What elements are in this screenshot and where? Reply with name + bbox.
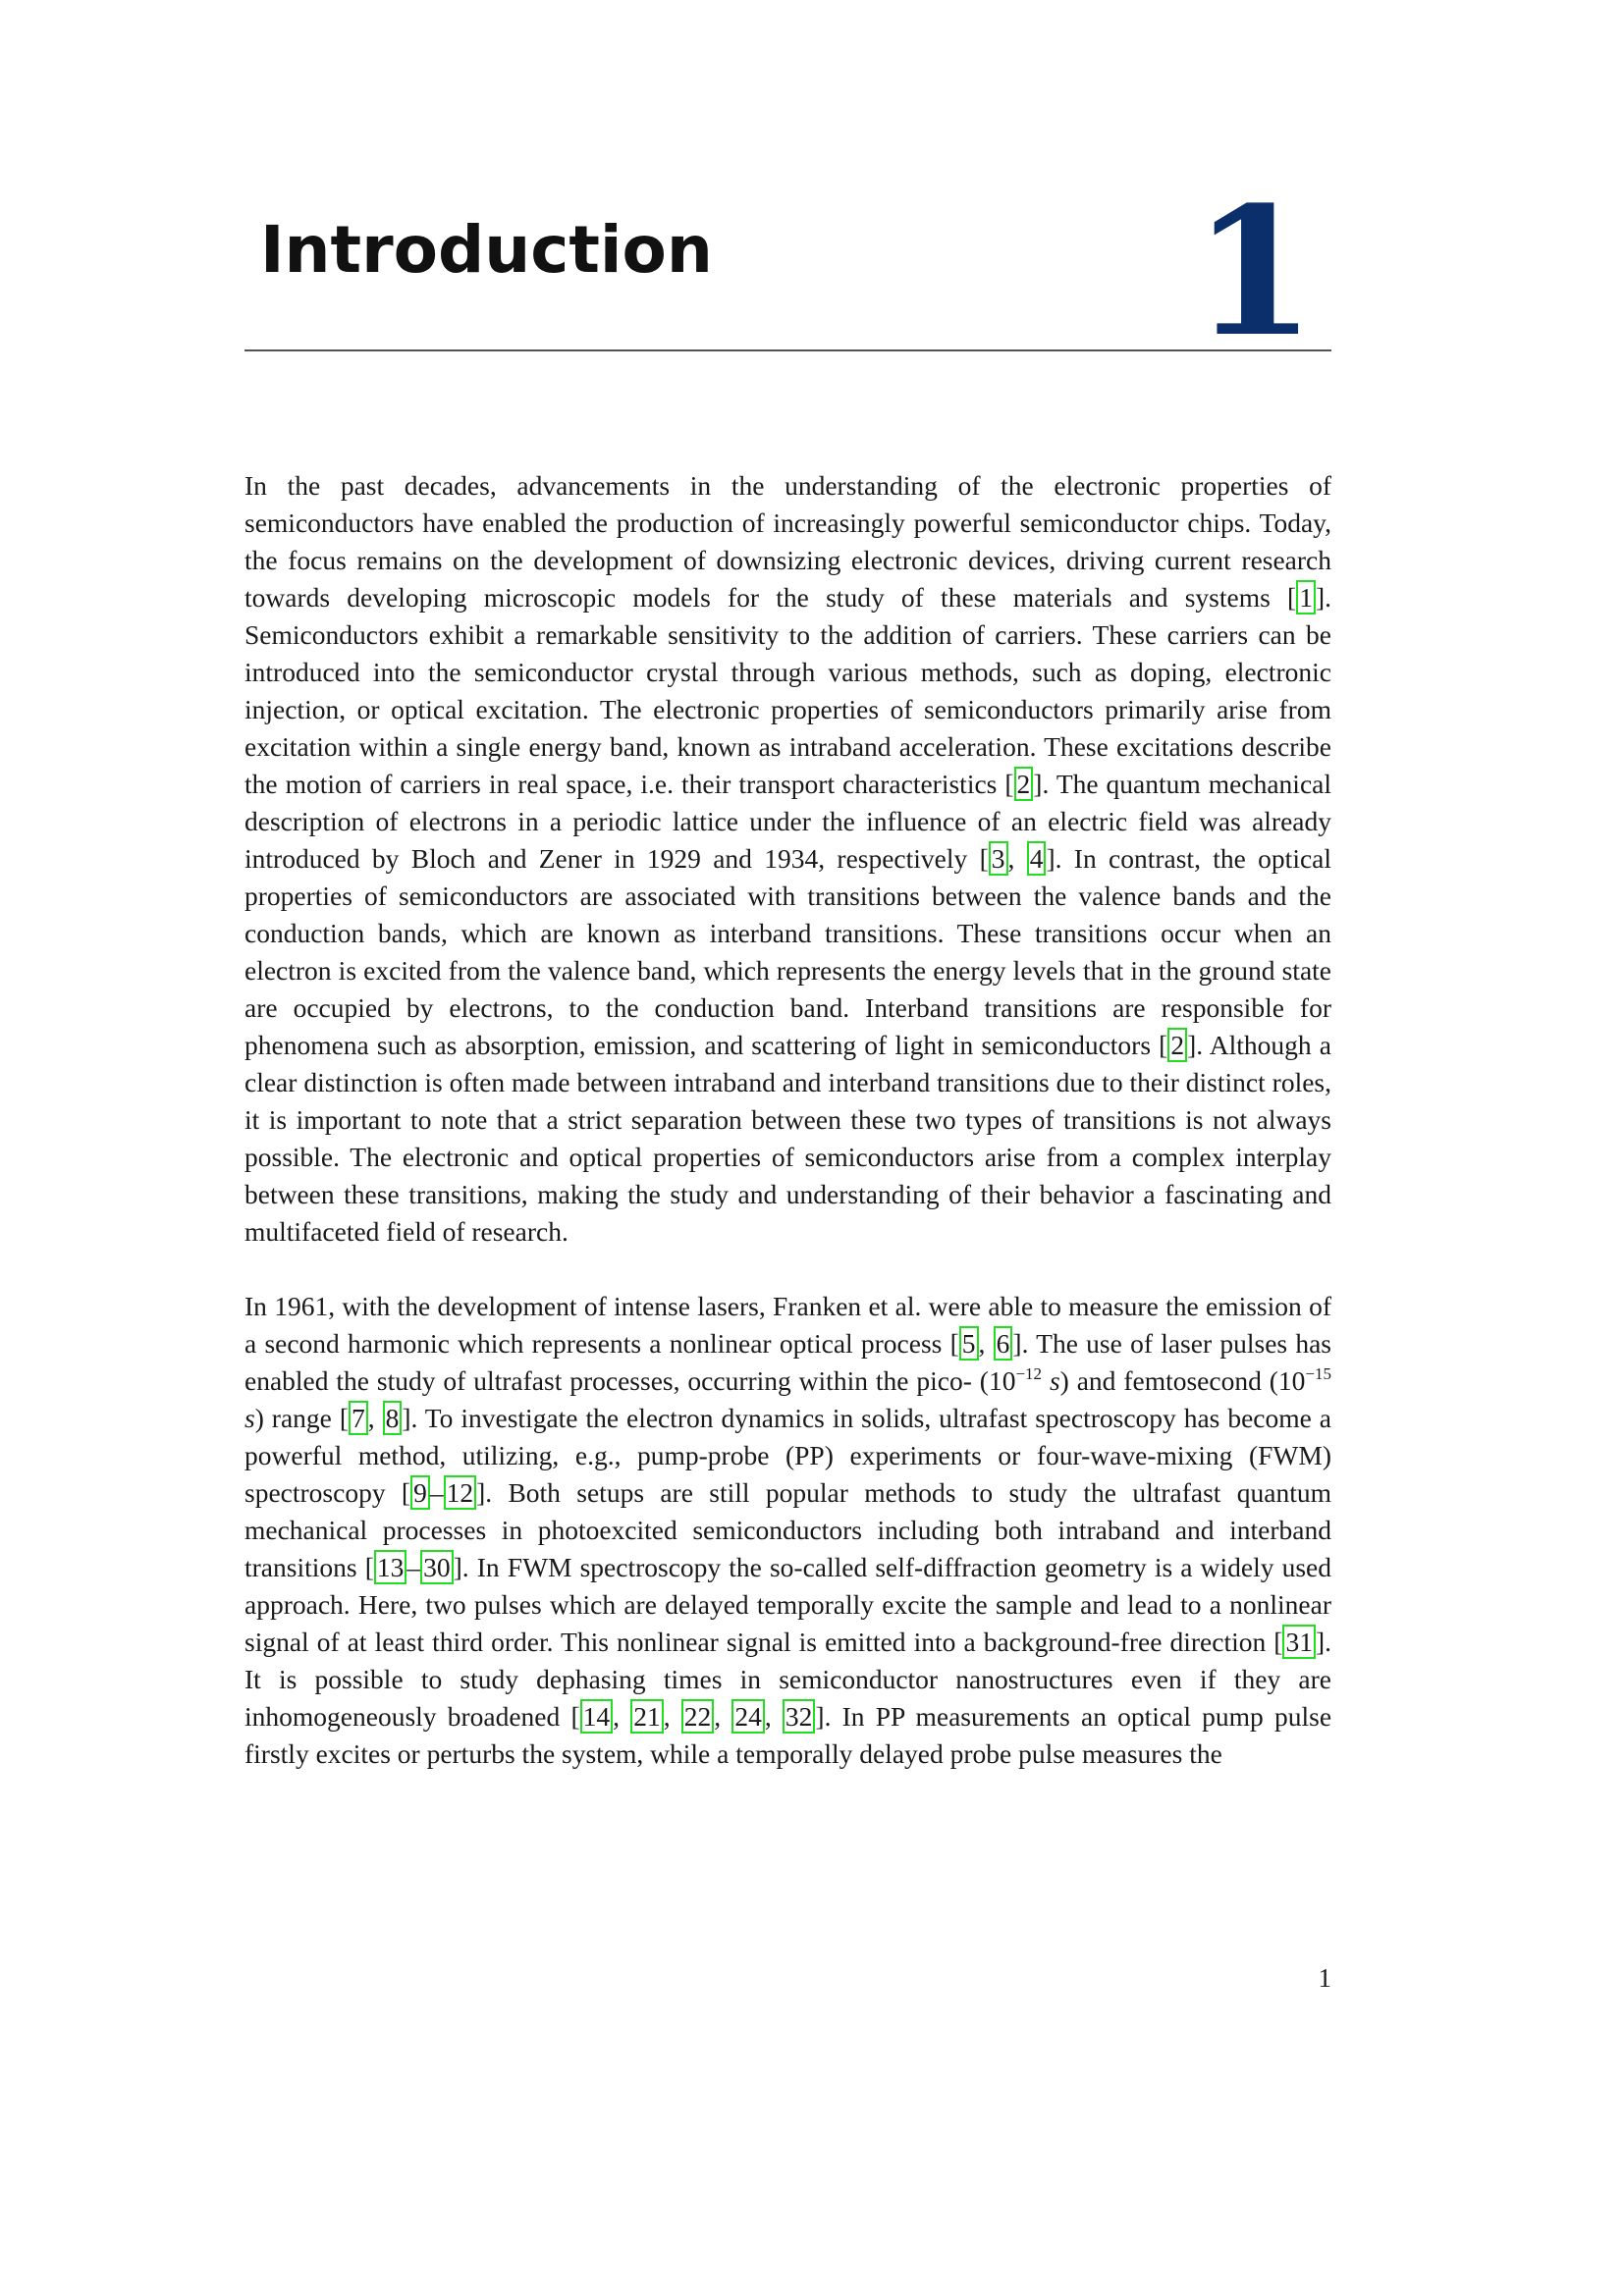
citation-link[interactable]: 8 xyxy=(383,1401,403,1435)
citation-link[interactable]: 4 xyxy=(1027,841,1047,876)
paragraph-text: ]. Although a clear distinction is often made between intraband and interband transitions due to their distinct roles, it is important to note that a strict separation between these two types of transitions is not always possible. The electronic and optical properties of semiconductors arise from a complex interplay between these transitions, making the study and understanding of their behavior a fascinating and multifaceted field of research. xyxy=(244,1030,1331,1247)
citation-separator: , xyxy=(978,1328,994,1359)
paragraph-text: ]. In FWM spectroscopy the so-called self-diffraction geometry is a widely used approach. Here, two pulses which are delayed temporally excite the sample and lead to a nonlinear signal of at least third order. This nonlinear signal is emitted into a background-free direction [ xyxy=(244,1552,1331,1657)
citation-link[interactable]: 7 xyxy=(349,1401,368,1435)
citation-separator: , xyxy=(714,1701,732,1732)
paragraph-text: ]. The use of laser pulses has enabled the study of ultrafast processes, occurring within the pico- (10 xyxy=(244,1328,1332,1396)
citation-link[interactable]: 24 xyxy=(731,1699,765,1734)
citation-link[interactable]: 13 xyxy=(374,1550,407,1584)
citation-separator: , xyxy=(367,1403,383,1433)
paragraph-text: In 1961, with the development of intense lasers, Franken et al. were able to measure the emission of a second harmonic which represents a nonlinear optical process [ xyxy=(244,1291,1331,1359)
exponent: −12 xyxy=(1015,1364,1043,1383)
citation-link[interactable]: 30 xyxy=(420,1550,454,1584)
citation-link[interactable]: 31 xyxy=(1282,1625,1316,1659)
citation-separator: , xyxy=(613,1701,631,1732)
citation-separator: , xyxy=(663,1701,681,1732)
citation-link[interactable]: 6 xyxy=(994,1326,1013,1361)
citation-link[interactable]: 2 xyxy=(1014,767,1034,801)
citation-link[interactable]: 22 xyxy=(681,1699,715,1734)
citation-link[interactable]: 3 xyxy=(989,841,1008,876)
citation-link[interactable]: 12 xyxy=(444,1475,477,1510)
paragraph-text: ]. Both setups are still popular methods to study the ultrafast quantum mechanical processes in photoexcited semiconductors including both intraband and interband transitions [ xyxy=(244,1477,1331,1582)
citation-range-dash: – xyxy=(429,1477,444,1508)
paragraph-text: ]. To investigate the electron dynamics in solids, ultrafast spectroscopy has become a powerful method, utilizing, e.g., pump-probe (PP) experiments or four-wave-mixing (FWM) spectroscopy [ xyxy=(244,1403,1331,1508)
unit-symbol: s xyxy=(1042,1365,1060,1396)
paragraph-text: ]. It is possible to study dephasing times in semiconductor nanostructures even if they are inhomogeneously broadened [ xyxy=(244,1627,1331,1732)
citation-link[interactable]: 21 xyxy=(630,1699,664,1734)
paragraph-text: ]. Semiconductors exhibit a remarkable sensitivity to the addition of carriers. These carriers can be introduced into the semiconductor crystal through various methods, such as doping, electronic injection, or optical excitation. The electronic properties of semiconductors primarily arise from excitation within a single energy band, known as intraband acceleration. These excitations describe the motion of carriers in real space, i.e. their transport characteristics [ xyxy=(244,582,1331,799)
chapter-number: 1 xyxy=(1192,169,1316,376)
paragraph-text: In the past decades, advancements in the understanding of the electronic properties of semiconductors have enabled the production of increasingly powerful semiconductor chips. Today, the focus remains on the development of downsizing electronic devices, driving current research towards developing microscopic models for the study of these materials and systems [ xyxy=(244,470,1331,613)
paragraph-text: ) and femtosecond (10 xyxy=(1059,1365,1306,1396)
unit-symbol: s xyxy=(244,1403,255,1433)
paragraph-text: ) range [ xyxy=(254,1403,349,1433)
citation-link[interactable]: 5 xyxy=(959,1326,979,1361)
paragraph-2 xyxy=(244,1288,1331,1773)
paragraph-1 xyxy=(244,467,1331,1251)
page-number: 1 xyxy=(1318,1963,1331,1993)
citation-range-dash: – xyxy=(406,1552,421,1582)
citation-link[interactable]: 32 xyxy=(783,1699,816,1734)
citation-separator: , xyxy=(1007,843,1027,874)
chapter-title: Introduction xyxy=(260,212,713,288)
paragraph-text: ]. In PP measurements an optical pump pulse firstly excites or perturbs the system, while a temporally delayed probe pulse measures the xyxy=(244,1701,1332,1769)
body-text xyxy=(244,467,1331,1810)
paragraph-text: ]. In contrast, the optical properties of semiconductors are associated with transitions between the valence bands and the conduction bands, which are known as interband transitions. These transitions occur when an electron is excited from the valence band, which represents the energy levels that in the ground state are occupied by electrons, to the conduction band. Interband transitions are responsible for phenomena such as absorption, emission, and scattering of light in semiconductors [ xyxy=(244,843,1332,1060)
citation-link[interactable]: 9 xyxy=(410,1475,430,1510)
citation-link[interactable]: 14 xyxy=(580,1699,614,1734)
exponent: −15 xyxy=(1305,1364,1332,1383)
paragraph-text: ]. The quantum mechanical description of electrons in a periodic lattice under the influence of an electric field was already introduced by Bloch and Zener in 1929 and 1934, respectively [ xyxy=(244,769,1331,874)
chapter-divider xyxy=(244,349,1331,351)
citation-link[interactable]: 2 xyxy=(1167,1028,1187,1062)
citation-link[interactable]: 1 xyxy=(1296,580,1316,614)
citation-separator: , xyxy=(764,1701,783,1732)
